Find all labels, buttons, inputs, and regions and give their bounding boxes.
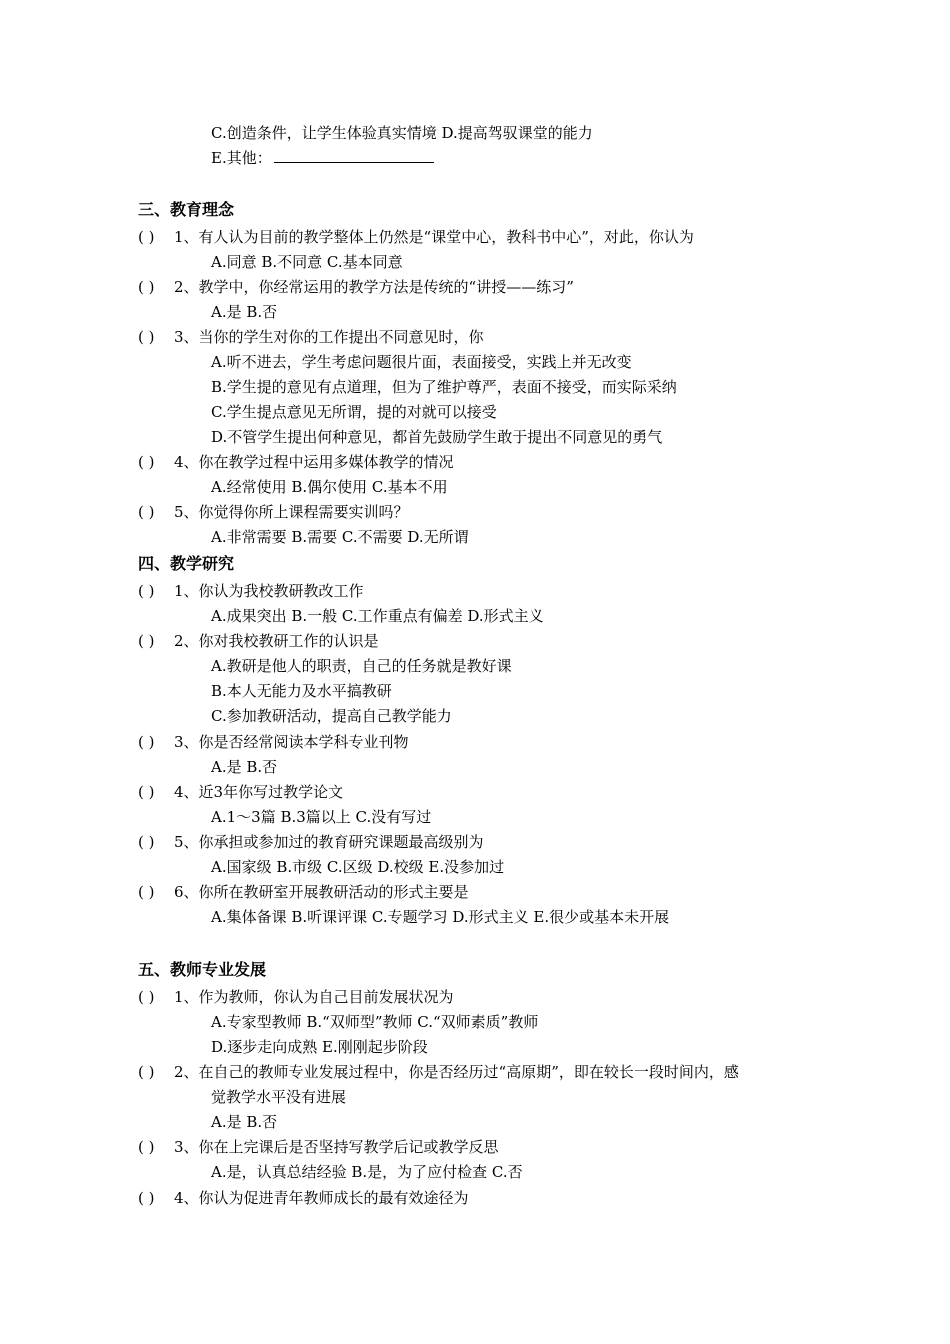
question-text-continued: 觉教学水平没有进展 <box>211 1088 347 1106</box>
answer-paren[interactable]: ( ) <box>138 833 155 851</box>
question-text: 3、你是否经常阅读本学科专业刊物 <box>174 733 409 751</box>
fill-in-blank[interactable] <box>274 148 434 163</box>
question-text: 4、你在教学过程中运用多媒体教学的情况 <box>174 453 454 471</box>
answer-paren[interactable]: ( ) <box>138 783 155 801</box>
question-text: 3、当你的学生对你的工作提出不同意见时，你 <box>174 328 484 346</box>
answer-paren[interactable]: ( ) <box>138 453 155 471</box>
section-title-education-philosophy: 三、教育理念 <box>138 200 235 219</box>
option-line: C.创造条件，让学生体验真实情境 D.提高驾驭课堂的能力 <box>211 124 593 142</box>
answer-paren[interactable]: ( ) <box>138 1189 155 1207</box>
option-line: A.国家级 B.市级 C.区级 D.校级 E.没参加过 <box>211 858 505 876</box>
question-text: 1、你认为我校教研教改工作 <box>174 582 364 600</box>
option-line: A.教研是他人的职责，自己的任务就是教好课 <box>211 657 512 675</box>
option-line: C.参加教研活动，提高自己教学能力 <box>211 707 452 725</box>
question-text: 4、你认为促进青年教师成长的最有效途径为 <box>174 1189 469 1207</box>
question-text: 6、你所在教研室开展教研活动的形式主要是 <box>174 883 469 901</box>
answer-paren[interactable]: ( ) <box>138 328 155 346</box>
option-line: B.学生提的意见有点道理，但为了维护尊严，表面不接受，而实际采纳 <box>211 378 677 396</box>
option-line: A.是 B.否 <box>211 303 278 321</box>
option-other-label: E.其他： <box>211 149 272 167</box>
answer-paren[interactable]: ( ) <box>138 582 155 600</box>
answer-paren[interactable]: ( ) <box>138 228 155 246</box>
answer-paren[interactable]: ( ) <box>138 733 155 751</box>
question-text: 1、有人认为目前的教学整体上仍然是“课堂中心，教科书中心”，对此，你认为 <box>174 228 694 246</box>
answer-paren[interactable]: ( ) <box>138 1138 155 1156</box>
option-line: A.集体备课 B.听课评课 C.专题学习 D.形式主义 E.很少或基本未开展 <box>211 908 670 926</box>
answer-paren[interactable]: ( ) <box>138 883 155 901</box>
section-title-teacher-development: 五、教师专业发展 <box>138 960 267 979</box>
option-line: A.经常使用 B.偶尔使用 C.基本不用 <box>211 478 448 496</box>
option-line: A.专家型教师 B.“双师型”教师 C.“双师素质”教师 <box>211 1013 539 1031</box>
question-text: 1、作为教师，你认为自己目前发展状况为 <box>174 988 454 1006</box>
question-text: 5、你承担或参加过的教育研究课题最高级别为 <box>174 833 484 851</box>
option-line: C.学生提点意见无所谓，提的对就可以接受 <box>211 403 497 421</box>
option-line: B.本人无能力及水平搞教研 <box>211 682 392 700</box>
option-line: A.听不进去，学生考虑问题很片面，表面接受，实践上并无改变 <box>211 353 632 371</box>
question-text: 2、在自己的教师专业发展过程中，你是否经历过“高原期”，即在较长一段时间内，感 <box>174 1063 739 1081</box>
answer-paren[interactable]: ( ) <box>138 632 155 650</box>
answer-paren[interactable]: ( ) <box>138 988 155 1006</box>
option-other-line <box>211 148 434 168</box>
option-line: A.同意 B.不同意 C.基本同意 <box>211 253 403 271</box>
option-line: D.逐步走向成熟 E.刚刚起步阶段 <box>211 1038 428 1056</box>
option-line: D.不管学生提出何种意见，都首先鼓励学生敢于提出不同意见的勇气 <box>211 428 663 446</box>
option-line: A.是 B.否 <box>211 758 278 776</box>
question-text: 5、你觉得你所上课程需要实训吗？ <box>174 503 409 521</box>
section-title-teaching-research: 四、教学研究 <box>138 554 235 573</box>
option-line: A.1～3篇 B.3篇以上 C.没有写过 <box>211 808 432 826</box>
question-text: 4、近3年你写过教学论文 <box>174 783 344 801</box>
question-text: 3、你在上完课后是否坚持写教学后记或教学反思 <box>174 1138 499 1156</box>
answer-paren[interactable]: ( ) <box>138 1063 155 1081</box>
question-text: 2、教学中，你经常运用的教学方法是传统的“讲授——练习” <box>174 278 574 296</box>
option-line: A.是 B.否 <box>211 1113 278 1131</box>
option-line: A.非常需要 B.需要 C.不需要 D.无所谓 <box>211 528 469 546</box>
option-line: A.是，认真总结经验 B.是，为了应付检查 C.否 <box>211 1163 523 1181</box>
question-text: 2、你对我校教研工作的认识是 <box>174 632 379 650</box>
answer-paren[interactable]: ( ) <box>138 503 155 521</box>
answer-paren[interactable]: ( ) <box>138 278 155 296</box>
option-line: A.成果突出 B.一般 C.工作重点有偏差 D.形式主义 <box>211 607 544 625</box>
